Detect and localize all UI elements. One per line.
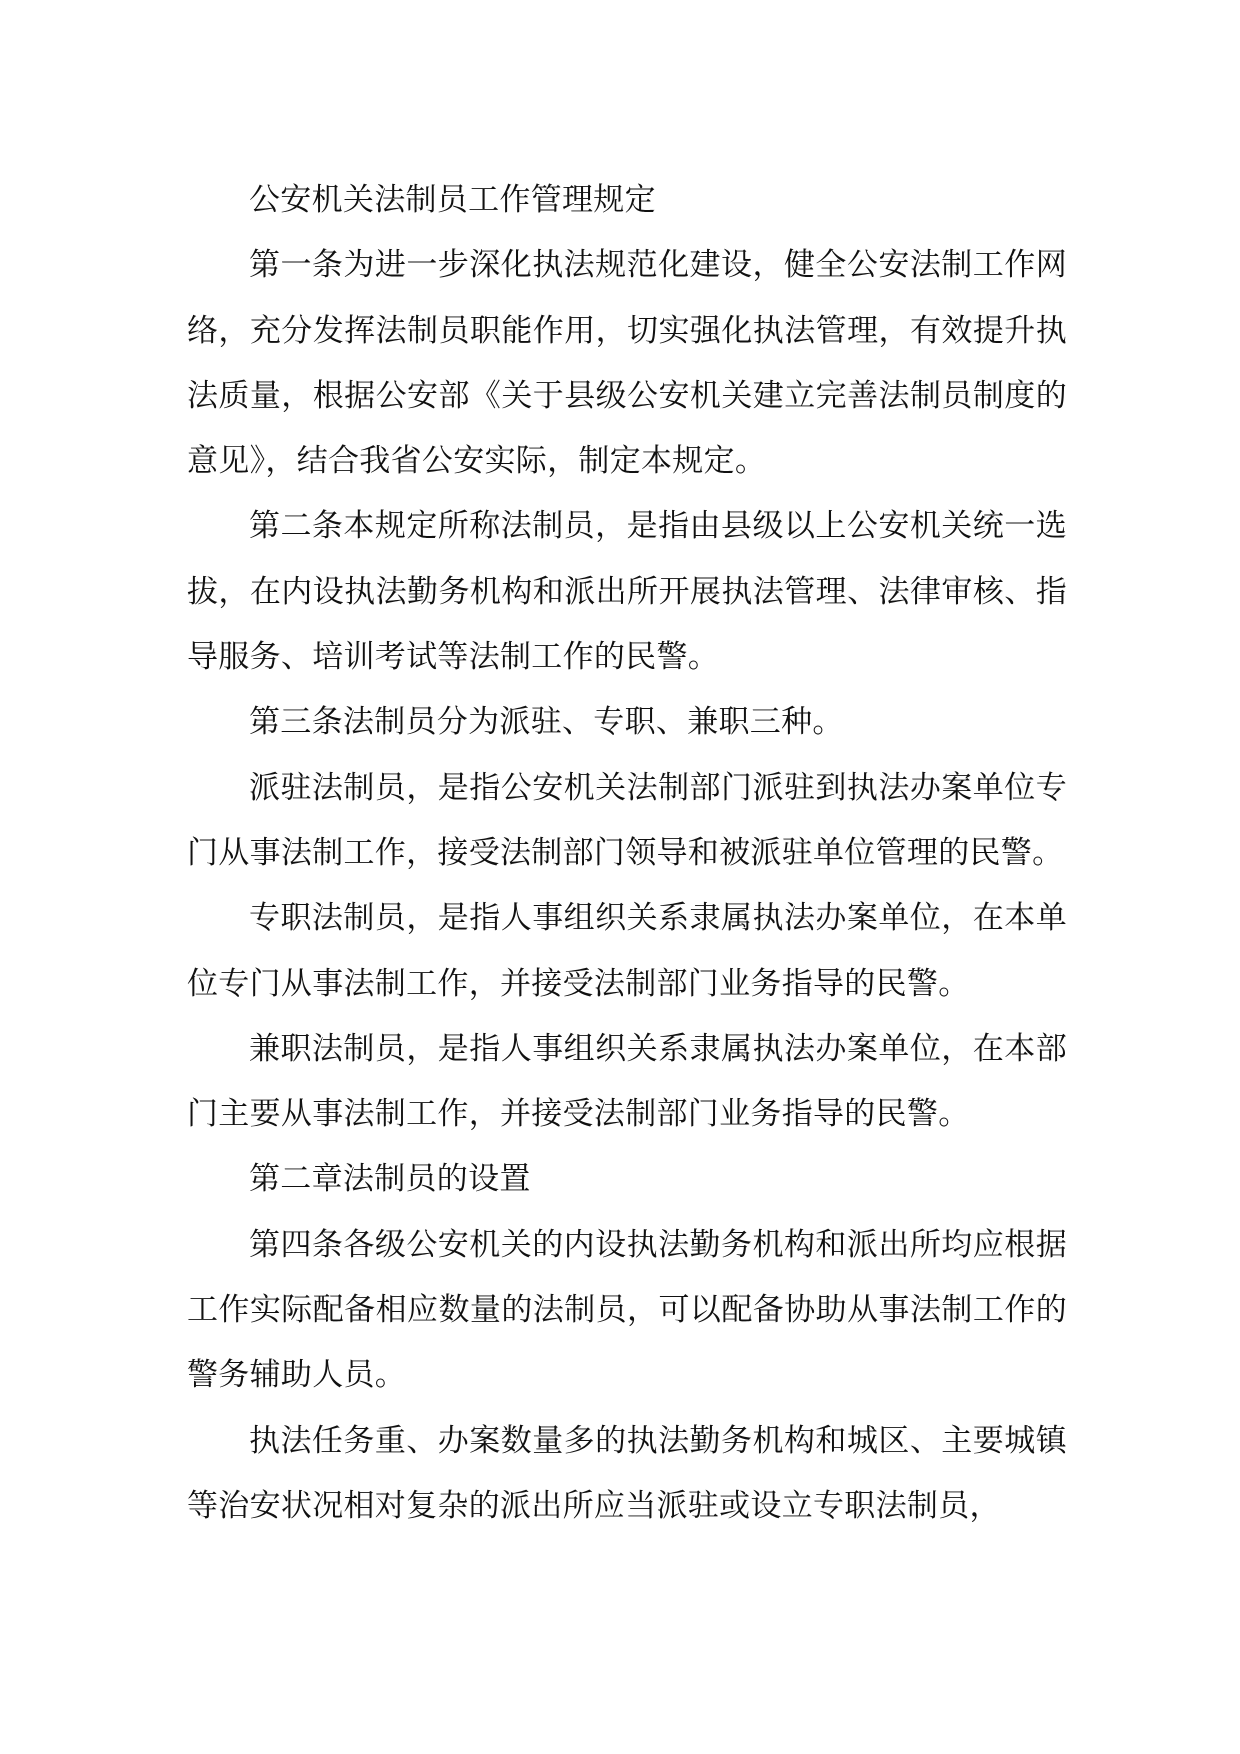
- chapter-heading: 第二章法制员的设置: [249, 1161, 531, 1198]
- paragraph-dispatched-officer: 派驻法制员，是指公安机关法制部门派驻到执法办案单位专门从事法制工作，接受法制部门领导和被派驻单位管理的民警。: [187, 769, 1067, 871]
- paragraph-article-4: 第四条各级公安机关的内设执法勤务机构和派出所均应根据工作实际配备相应数量的法制员，可以配备协助从事法制工作的警务辅助人员。: [187, 1226, 1067, 1394]
- paragraph-article-2: 第二条本规定所称法制员，是指由县级以上公安机关统一选拔，在内设执法勤务机构和派出所开展执法管理、法律审核、指导服务、培训考试等法制工作的民警。: [187, 508, 1067, 676]
- paragraph-article-1: 第一条为进一步深化执法规范化建设，健全公安法制工作网络，充分发挥法制员职能作用，切实强化执法管理，有效提升执法质量，根据公安部《关于县级公安机关建立完善法制员制度的意见》，结合我省公安实际，制定本规定。: [187, 247, 1067, 480]
- paragraph-parttime-officer: 兼职法制员，是指人事组织关系隶属执法办案单位，在本部门主要从事法制工作，并接受法制部门业务指导的民警。: [187, 1030, 1067, 1133]
- paragraph-heavy-workload: 执法任务重、办案数量多的执法勤务机构和城区、主要城镇等治安状况相对复杂的派出所应当派驻或设立专职法制员，: [187, 1422, 1067, 1524]
- paragraph-article-3: 第三条法制员分为派驻、专职、兼职三种。: [249, 704, 844, 741]
- paragraph-fulltime-officer: 专职法制员，是指人事组织关系隶属执法办案单位，在本单位专门从事法制工作，并接受法制部门业务指导的民警。: [187, 900, 1067, 1002]
- document-body: [187, 168, 1067, 1539]
- document-title: 公安机关法制员工作管理规定: [249, 182, 656, 218]
